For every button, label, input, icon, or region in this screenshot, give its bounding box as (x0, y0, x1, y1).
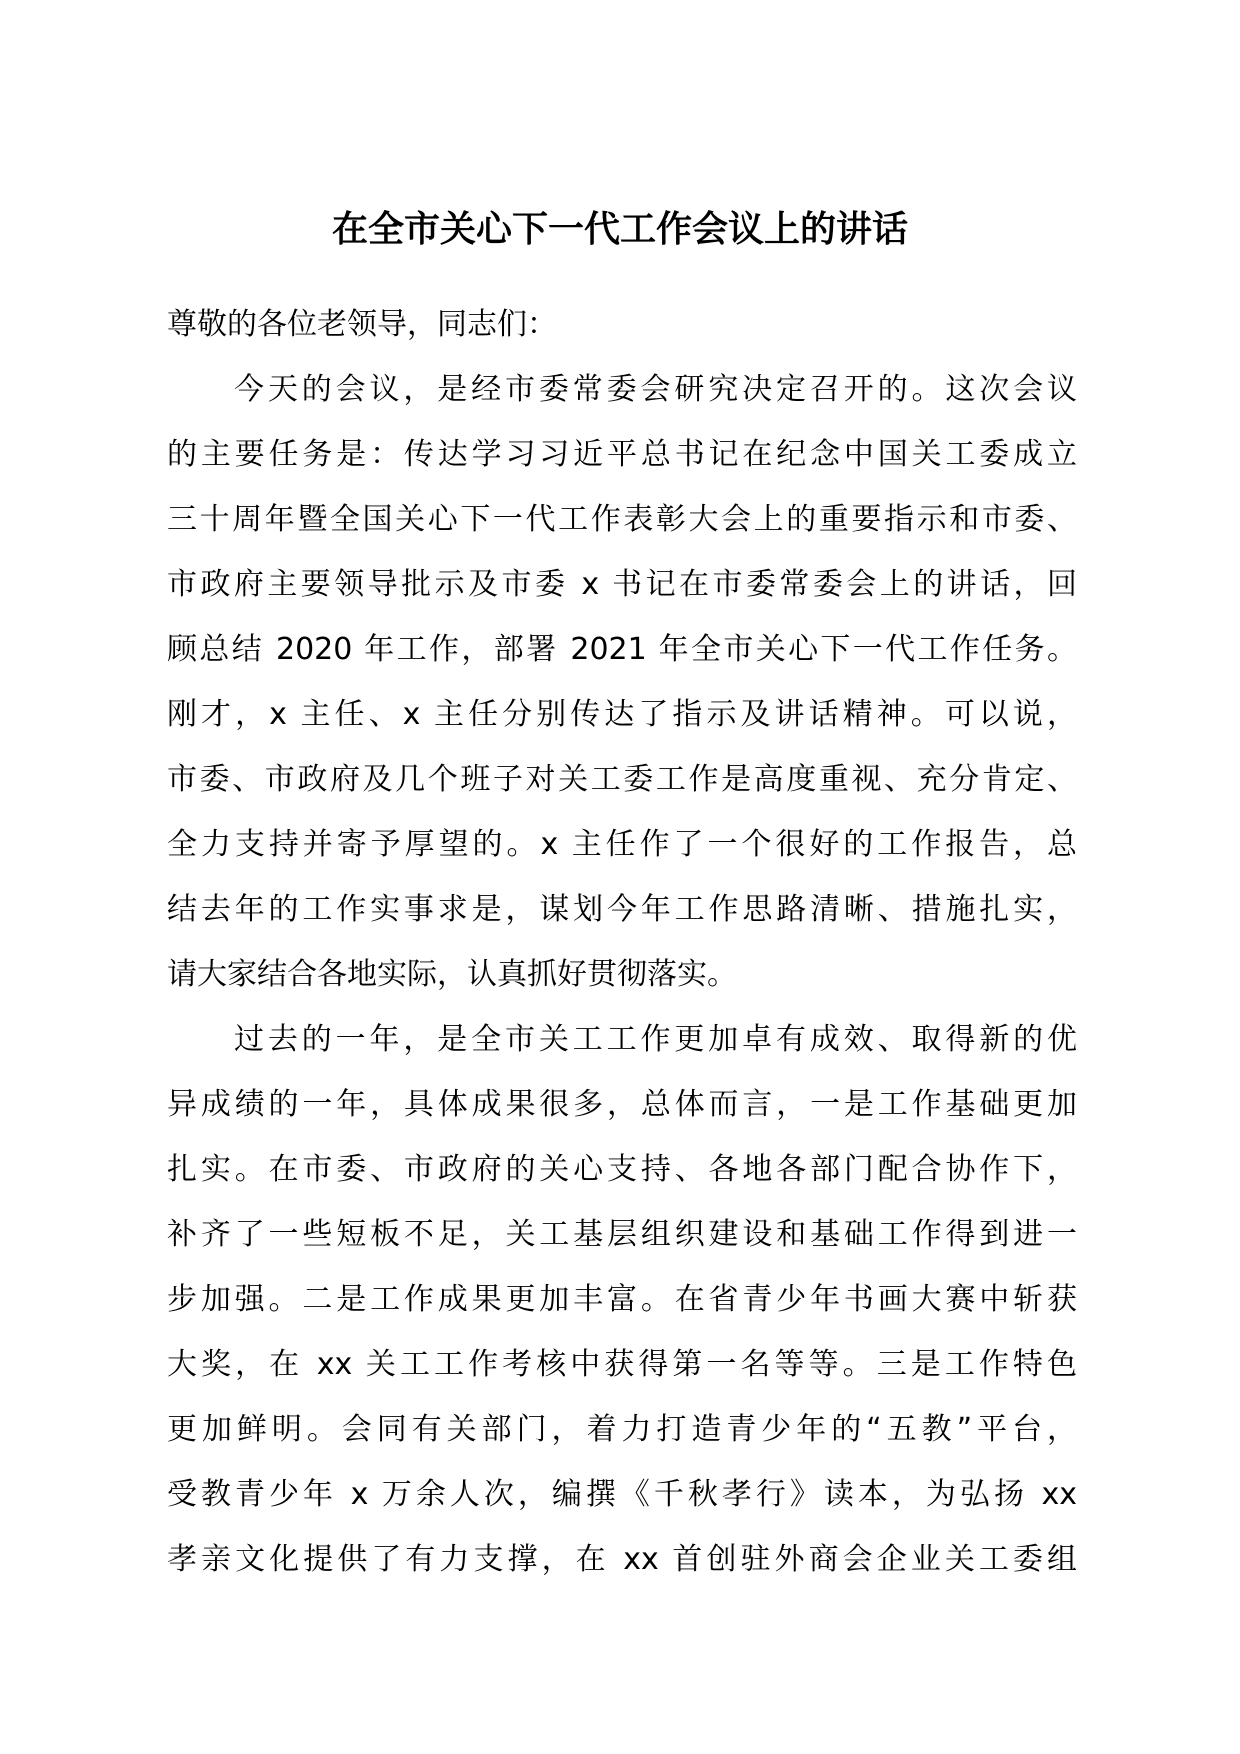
text-line: 全力支持并寄予厚望的。x 主任作了一个很好的工作报告，总 (167, 827, 1077, 862)
text-line: 异成绩的一年，具体成果很多，总体而言，一是工作基础更加 (167, 1087, 1077, 1122)
document-body (167, 300, 1077, 1600)
text-line: 市委、市政府及几个班子对关工委工作是高度重视、充分肯定、 (167, 762, 1077, 797)
text-line: 市政府主要领导批示及市委 x 书记在市委常委会上的讲话，回 (167, 567, 1077, 602)
text-line: 受教青少年 x 万余人次，编撰《千秋孝行》读本，为弘扬 xx (167, 1477, 1077, 1512)
text-line: 过去的一年，是全市关工工作更加卓有成效、取得新的优 (234, 1022, 1077, 1057)
document-title: 在全市关心下一代工作会议上的讲话 (331, 209, 908, 250)
text-line: 扎实。在市委、市政府的关心支持、各地各部门配合协作下， (167, 1152, 1077, 1187)
text-line: 顾总结 2020 年工作，部署 2021 年全市关心下一代工作任务。 (167, 632, 1077, 667)
text-line: 孝亲文化提供了有力支撑，在 xx 首创驻外商会企业关工委组 (167, 1542, 1077, 1577)
text-line: 结去年的工作实事求是，谋划今年工作思路清晰、措施扎实， (167, 892, 1077, 927)
text-line: 补齐了一些短板不足，关工基层组织建设和基础工作得到进一 (167, 1217, 1077, 1252)
text-line: 刚才，x 主任、x 主任分别传达了指示及讲话精神。可以说， (167, 697, 1077, 732)
text-line: 更加鲜明。会同有关部门，着力打造青少年的“五教”平台， (167, 1412, 1077, 1447)
text-line: 请大家结合各地实际，认真抓好贯彻落实。 (167, 957, 737, 992)
text-line: 尊敬的各位老领导，同志们： (167, 307, 557, 342)
text-line: 的主要任务是：传达学习习近平总书记在纪念中国关工委成立 (167, 437, 1077, 472)
text-line: 今天的会议，是经市委常委会研究决定召开的。这次会议 (234, 372, 1077, 407)
text-line: 三十周年暨全国关心下一代工作表彰大会上的重要指示和市委、 (167, 502, 1077, 537)
text-line: 大奖，在 xx 关工工作考核中获得第一名等等。三是工作特色 (167, 1347, 1077, 1382)
text-line: 步加强。二是工作成果更加丰富。在省青少年书画大赛中斩获 (167, 1282, 1077, 1317)
